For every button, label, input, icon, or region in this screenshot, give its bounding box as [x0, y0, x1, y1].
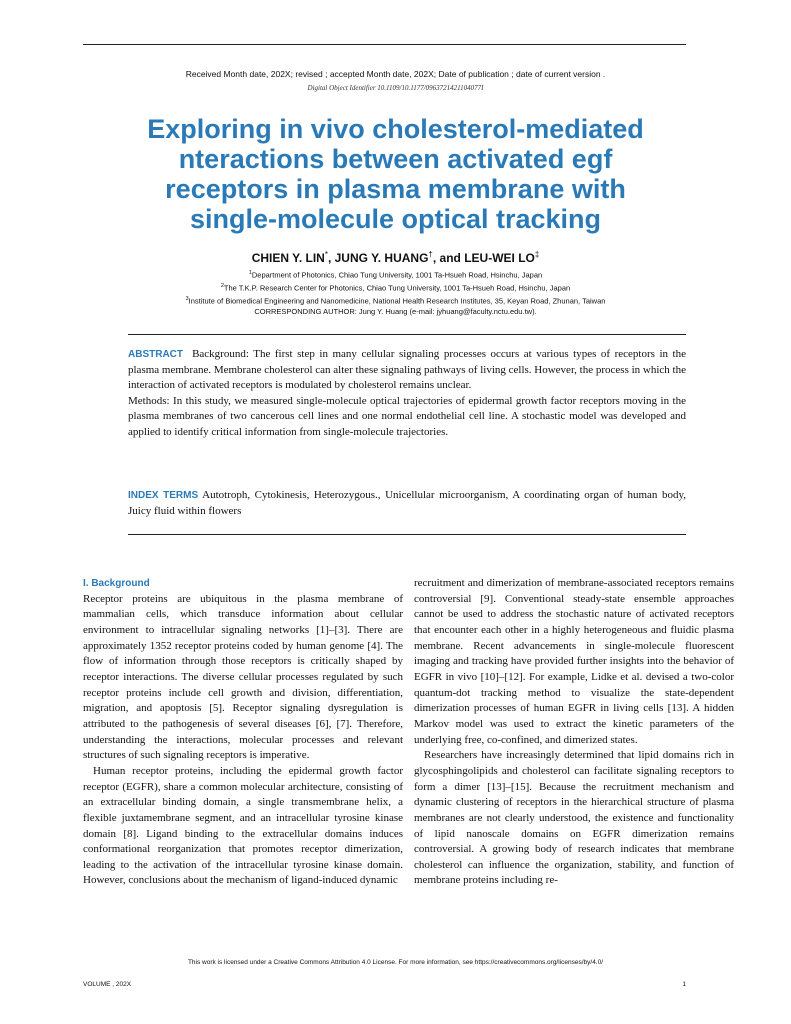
abstract-methods: Methods: In this study, we measured single-molecule optical trajectories of epidermal growth factor receptors moving in the plasma membranes of two cancerous cell lines and one normal endothelial cell line. A stochastic model was developed and applied to identify critical information from single-molecule trajectories.	[128, 394, 686, 438]
paper-title: Exploring in vivo cholesterol-mediated nteractions between activated egf receptors in plasma membrane with single-molecule optical tracking	[147, 114, 644, 234]
abstract-label: ABSTRACT	[128, 349, 183, 360]
body-paragraph: recruitment and dimerization of membrane-associated receptors remains controversial [9]. Conventional steady-state ensemble approaches cannot be used to address the stochastic nature of activated receptors that encounter each other in a highly heterogeneous and fluidic plasma membrane. Recent advancements in single-molecule fluorescent imaging and tracking have provided further insights into the behavior of EGFR in vivo [10]–[12]. For example, Lidke et al. devised a two-color quantum-dot tracking method to visualize the state-dependent dimerization processes of human EGFR in living cells [13]. A hidden Markov model was used to extract the kinetic parameters of the underlying free, co-confined, and dimerized states.	[414, 577, 734, 746]
author-1: CHIEN Y. LIN	[251, 251, 325, 265]
index-terms-text: Autotroph, Cytokinesis, Heterozygous., Unicellular microorganism, A coordinating organ of human body, Juicy fluid within flowers	[128, 489, 686, 517]
doi-line: Digital Object Identifier 10.1109/10.1177/0963721421104077I	[307, 84, 484, 92]
body-paragraph: Researchers have increasingly determined that lipid domains rich in glycosphingolipids and cholesterol can facilitate signaling receptors to form a dimer [13]–[15]. Because the recruitment mechanism and dynamic clustering of receptors in the hierarchical structure of plasma membranes are not clearly understood, the existence and functionality of lipid nanoscale domains on EGFR dimerization remains controversial. A growing body of research indicates that membrane cholesterol can influence the organization, stability, and function of membrane proteins including re-	[414, 749, 734, 887]
volume-label: VOLUME , 202X	[83, 981, 132, 988]
body-paragraph: Receptor proteins are ubiquitous in the plasma membrane of mammalian cells, which transduce information about cellular environment to intracellular signaling networks [1]–[3]. There are approximately 1352 receptor proteins coded by human genome [4]. The flow of information through those receptors is critically shaped by receptor interactions. The diverse cellular processes regulated by such receptor proteins include cell growth and division, differentiation, migration, and apoptosis [5]. Receptor signaling dysregulation is attributed to the pathogenesis of several diseases [6], [7]. Therefore, understanding the interactions, molecular processes and relevant structures of such signaling receptors is imperative.	[83, 592, 403, 762]
author-2-mark: †	[428, 250, 433, 259]
abstract-bottom-rule	[128, 534, 686, 535]
affiliations	[0, 268, 791, 307]
author-list: CHIEN Y. LIN*, JUNG Y. HUANG†, and LEU-WEI LO‡	[251, 250, 540, 265]
abstract-background: ABSTRACT Background: The first step in many cellular signaling processes occurs at various types of receptors in the plasma membrane. Membrane cholesterol can alter these signaling pathways of living cells. However, the process in which the interaction of activated receptors is modulated by cholesterol remains unclear.	[128, 348, 686, 391]
author-2: JUNG Y. HUANG	[334, 251, 429, 265]
left-column	[83, 576, 403, 889]
affiliation-1: $^1$Department of Photonics, Chiao Tung University, 1001 Ta-Hsueh Road, Hsinchu, Japan	[248, 270, 543, 280]
body-paragraph: Human receptor proteins, including the epidermal growth factor receptor (EGFR), share a common molecular architecture, consisting of an extracellular binding domain, a single transmembrane helix, a flexible juxtamembrane segment, and an intracellular tyrosine kinase domain [8]. Ligand binding to the extracellular domains induces conformational reorganization that promotes receptor dimerization, leading to the activation of the intracellular tyrosine kinase domain. However, conclusions about the mechanism of ligand-induced dynamic	[83, 764, 403, 887]
author-3-mark: ‡	[534, 250, 540, 259]
corresponding-author: CORRESPONDING AUTHOR: Jung Y. Huang (e-mail: jyhuang@faculty.nctu.edu.tw).	[254, 307, 537, 316]
license-notice: This work is licensed under a Creative Commons Attribution 4.0 License. For more information, see https://creativecommons.org/licenses/by/4.0/	[187, 959, 604, 966]
abstract	[128, 347, 686, 440]
right-column	[414, 576, 734, 889]
section-heading: I. Background	[83, 578, 150, 589]
top-rule	[83, 44, 686, 45]
affiliation-3: $^3$Institute of Biomedical Engineering and Nanomedicine, National Health Research Institutes, 35, Keyan Road, Zhunan, Taiwan	[185, 296, 606, 306]
abstract-top-rule	[128, 334, 686, 335]
author-3: and LEU-WEI LO	[439, 251, 535, 265]
received-dates: Received Month date, 202X; revised ; accepted Month date, 202X; Date of publication ; date of current version .	[185, 69, 606, 79]
author-1-mark: *	[324, 250, 328, 259]
index-terms-label: INDEX TERMS	[128, 490, 199, 501]
index-terms	[128, 488, 686, 519]
page-number: 1	[682, 981, 686, 988]
affiliation-2: $^2$The T.K.P. Research Center for Photonics, Chiao Tung University, 1001 Ta-Hsueh Road, Hsinchu, Japan	[220, 283, 571, 293]
